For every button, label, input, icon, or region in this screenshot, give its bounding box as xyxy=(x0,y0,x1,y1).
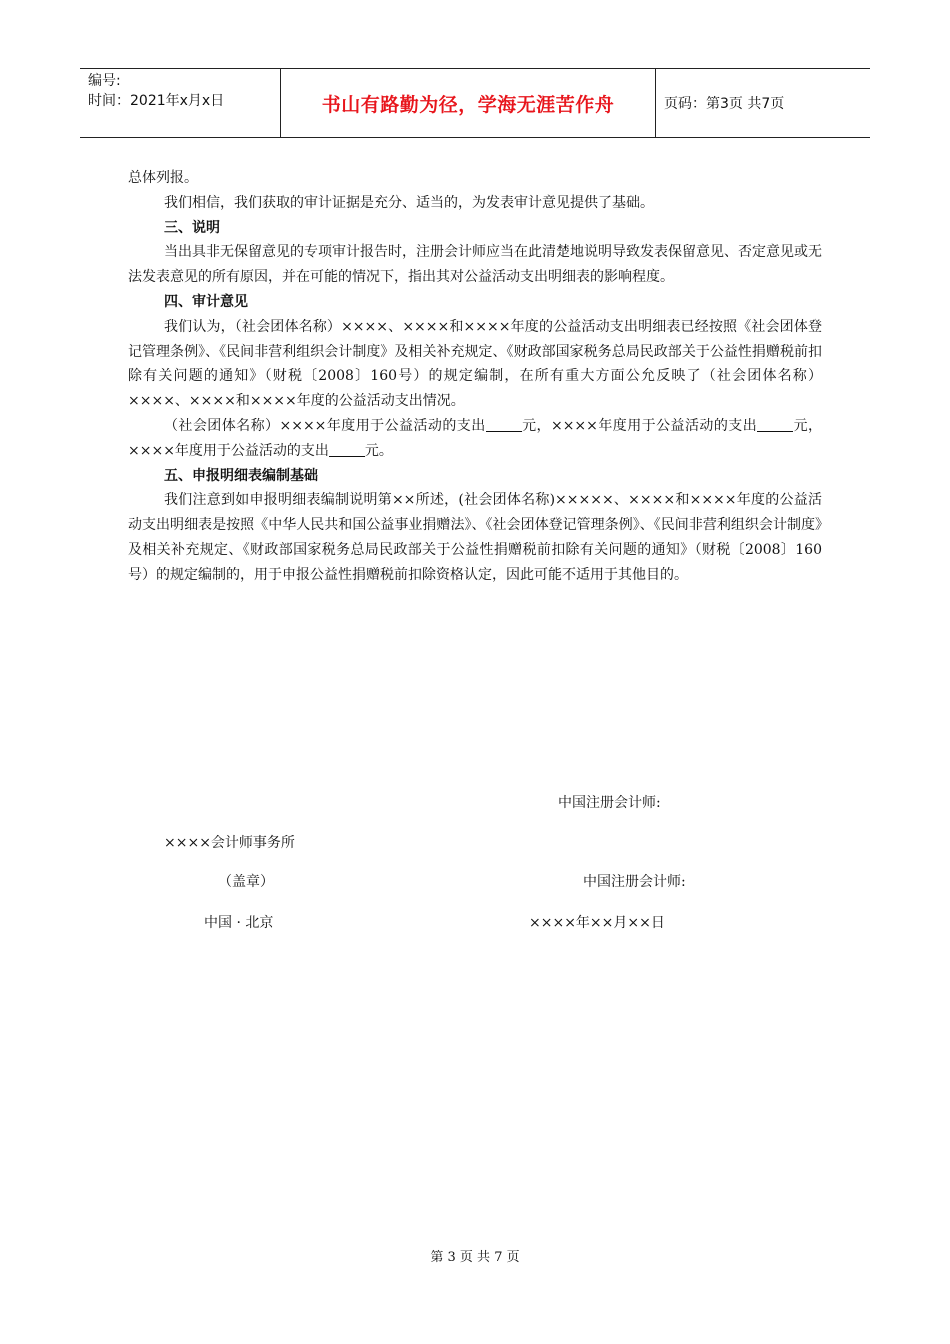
paragraph: 当出具非无保留意见的专项审计报告时，注册会计师应当在此清楚地说明导致发表保留意见、否定意见或无法发表意见的所有原因，并在可能的情况下，指出其对公益活动支出明细表的影响程度。 xyxy=(128,244,822,286)
paragraph: 我们注意到如申报明细表编制说明第××所述，(社会团体名称)×××××、××××和××××年度的公益活动支出明细表是按照《中华人民共和国公益事业捐赠法》、《社会团体登记管理条例》、《民间非营利组织会计制度》及相关补充规定、《财政部国家税务总局民政部关于公益性捐赠税前扣除有关问题的通知》（财税〔2008〕160号）的规定编制的，用于申报公益性捐赠税前扣除资格认定，因此可能不适用于其他目的。 xyxy=(128,492,822,583)
text-span: （社会团体名称）××××年度用于公益活动的支出 xyxy=(164,417,486,434)
paragraph: 我们认为，（社会团体名称）××××、××××和××××年度的公益活动支出明细表已经按照《社会团体登记管理条例》、《民间非营利组织会计制度》及相关补充规定、《财政部国家税务总局民政部关于公益性捐赠税前扣除有关问题的通知》（财税〔2008〕160号）的规定编制，在所有重大方面公允反映了（社会团体名称）××××、××××和××××年度的公益活动支出情况。 xyxy=(128,318,822,410)
header-motto: 书山有路勤为径，学海无涯苦作舟 xyxy=(281,69,656,137)
blank-field xyxy=(329,442,365,457)
paragraph: 我们相信，我们获取的审计证据是充分、适当的，为发表审计意见提供了基础。 xyxy=(164,194,654,211)
cpa-signature-1: 中国注册会计师: xyxy=(558,795,661,811)
paragraph: 总体列报。 xyxy=(128,170,198,186)
date-label: ××××年××月××日 xyxy=(529,915,665,931)
page-header xyxy=(80,68,870,138)
blank-field xyxy=(757,417,793,432)
section-heading: 五、申报明细表编制基础 xyxy=(164,467,318,484)
document-number-label: 编号: xyxy=(88,73,121,89)
blank-field xyxy=(486,417,522,432)
page-footer: 第 3 页 共 7 页 xyxy=(430,1250,520,1265)
section-heading: 三、说明 xyxy=(164,219,220,236)
document-body xyxy=(128,166,822,588)
document-time-label: 时间：2021年x月x日 xyxy=(88,93,225,109)
firm-name: ××××会计师事务所 xyxy=(164,835,295,851)
place-label: 中国 · 北京 xyxy=(204,915,274,931)
section-heading: 四、审计意见 xyxy=(164,293,248,310)
header-left-cell xyxy=(80,69,281,137)
text-span: 元，××××年度用于公益活动的支出 xyxy=(521,417,758,434)
text-span: 元，××××年度用于公益活动的支出 xyxy=(128,417,823,459)
text-span: 元。 xyxy=(364,442,393,459)
cpa-signature-2: 中国注册会计师: xyxy=(583,874,686,890)
header-page-label: 页码：第3页 共7页 xyxy=(664,96,785,112)
paragraph-with-blanks xyxy=(128,414,822,464)
seal-label: （盖章） xyxy=(218,874,274,890)
